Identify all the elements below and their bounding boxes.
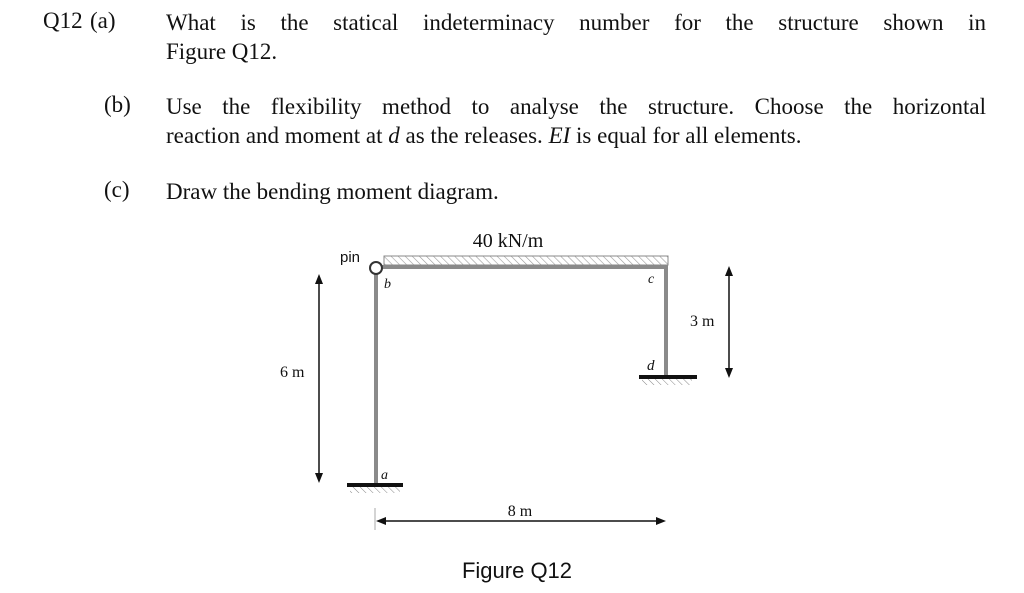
dim-right-label: 3 m (690, 313, 715, 330)
part-c-label: (c) (104, 177, 130, 202)
part-c-line1: Draw the bending moment diagram. (166, 179, 499, 204)
node-b-label: b (384, 277, 391, 292)
node-d-label: d (647, 358, 655, 374)
load-label: 40 kN/m (472, 230, 544, 252)
node-c-label: c (648, 272, 655, 287)
node-a-label: a (381, 468, 388, 483)
part-b-line2-post: is equal for all elements. (570, 123, 802, 148)
part-b-line1: Use the flexibility method to analyse the structure. Choose the horizontal (166, 94, 986, 119)
ground-hatch-a (350, 486, 400, 493)
dim-bottom-label: 8 m (507, 503, 533, 520)
part-a-line2: Figure Q12. (166, 39, 278, 64)
arrow-down-icon (315, 473, 323, 483)
dimension-left (315, 274, 323, 483)
part-b-ei: EI (548, 123, 571, 148)
part-a-line1: What is the statical indeterminacy number for the structure shown in (166, 10, 986, 35)
part-a-label: (a) (90, 8, 116, 33)
arrow-left-icon (376, 517, 386, 525)
arrow-right-icon (656, 517, 666, 525)
dim-left-label: 6 m (280, 364, 305, 381)
part-b-line2-pre: reaction and moment at (166, 123, 389, 148)
pin-label: pin (340, 249, 361, 266)
figure-caption: Figure Q12 (461, 558, 573, 583)
arrow-up-icon (315, 274, 323, 284)
distributed-load-band (384, 256, 668, 265)
arrow-down-icon (725, 368, 733, 378)
question-number: Q12 (43, 8, 83, 33)
dimension-right (725, 266, 733, 378)
part-b-line2-mid: as the releases. (399, 123, 549, 148)
pin-icon (370, 262, 382, 274)
arrow-up-icon (725, 266, 733, 276)
part-b-label: (b) (104, 92, 131, 117)
part-b-node-d: d (388, 123, 400, 148)
ground-hatch-d (642, 378, 692, 385)
